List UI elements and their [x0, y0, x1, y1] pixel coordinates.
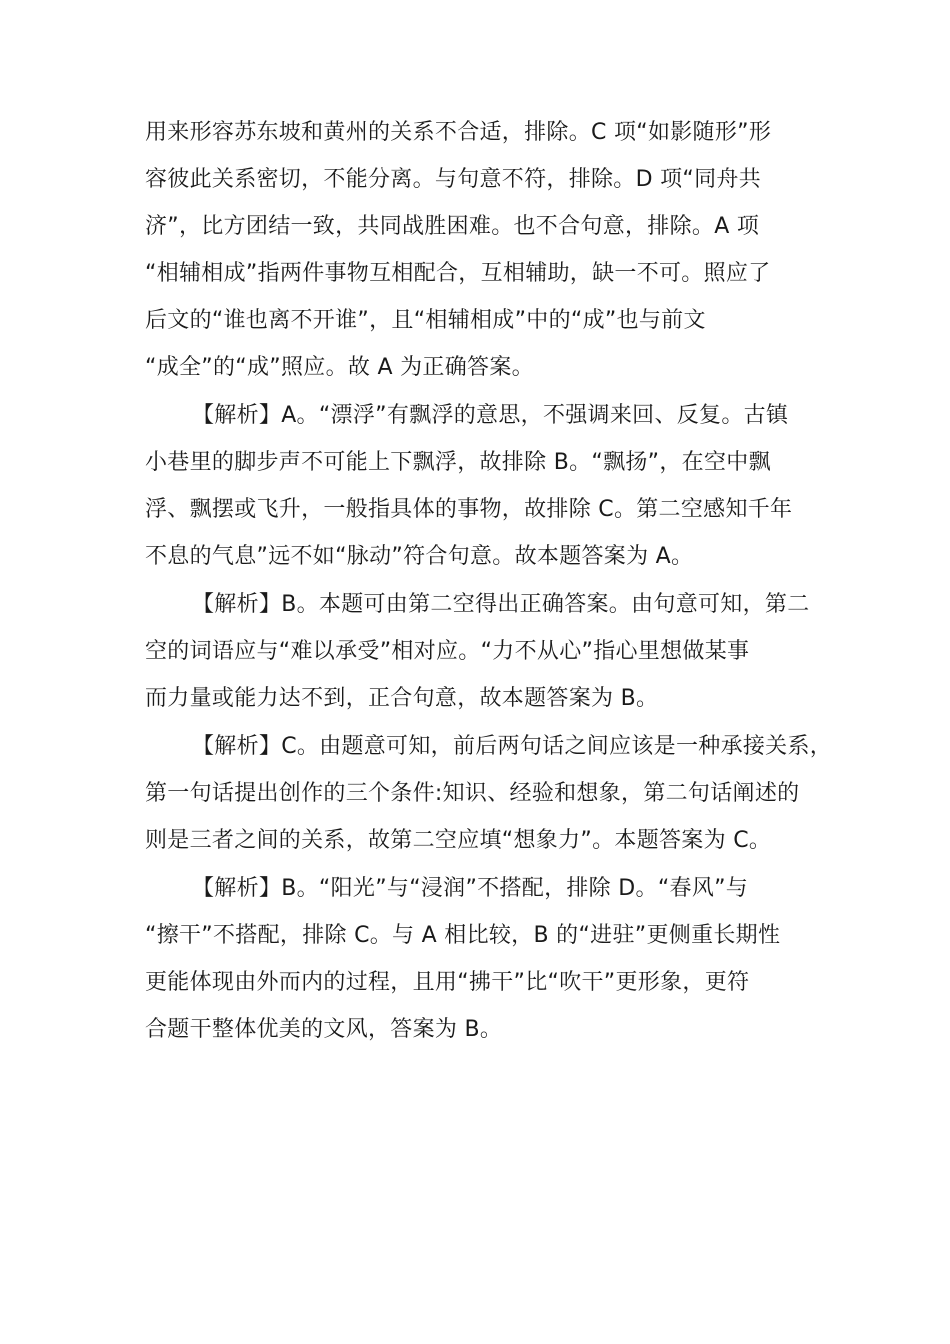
analysis-paragraph-start: 【解析】B。本题可由第二空得出正确答案。由句意可知，第二	[192, 592, 810, 617]
analysis-paragraph-start: 【解析】A。“漂浮”有飘浮的意思，不强调来回、反复。古镇	[192, 403, 789, 428]
analysis-paragraph-start: 【解析】B。“阳光”与“浸润”不搭配，排除 D。“春风”与	[192, 876, 749, 901]
text-line: 空的词语应与“难以承受”相对应。“力不从心”指心里想做某事	[145, 639, 750, 664]
text-line: 浮、飘摆或飞升，一般指具体的事物，故排除 C。第二空感知千年	[145, 497, 793, 522]
text-line: 济”，比方团结一致，共同战胜困难。也不合句意，排除。A 项	[145, 214, 760, 239]
text-line: 后文的“谁也离不开谁”，且“相辅相成”中的“成”也与前文	[145, 308, 706, 333]
text-line: 则是三者之间的关系，故第二空应填“想象力”。本题答案为 C。	[145, 828, 772, 853]
text-line: 容彼此关系密切，不能分离。与句意不符，排除。D 项“同舟共	[145, 167, 762, 192]
text-line: 合题干整体优美的文风，答案为 B。	[145, 1017, 503, 1042]
text-line: 第一句话提出创作的三个条件:知识、经验和想象，第二句话阐述的	[145, 781, 800, 806]
text-line: “相辅相成”指两件事物互相配合，互相辅助，缺一不可。照应了	[145, 261, 771, 286]
text-line: “成全”的“成”照应。故 A 为正确答案。	[145, 355, 534, 380]
text-line: 而力量或能力达不到，正合句意，故本题答案为 B。	[145, 686, 659, 711]
text-line: 更能体现由外而内的过程，且用“拂干”比“吹干”更形象，更符	[145, 970, 750, 995]
text-line: 小巷里的脚步声不可能上下飘浮，故排除 B。“飘扬”，在空中飘	[145, 450, 771, 475]
text-line: 用来形容苏东坡和黄州的关系不合适，排除。C 项“如影随形”形	[145, 120, 772, 145]
text-line: “擦干”不搭配，排除 C。与 A 相比较，B 的“进驻”更侧重长期性	[145, 923, 781, 948]
text-line: 不息的气息”远不如“脉动”符合句意。故本题答案为 A。	[145, 544, 694, 569]
analysis-paragraph-start: 【解析】C。由题意可知，前后两句话之间应该是一种承接关系，	[192, 734, 833, 759]
